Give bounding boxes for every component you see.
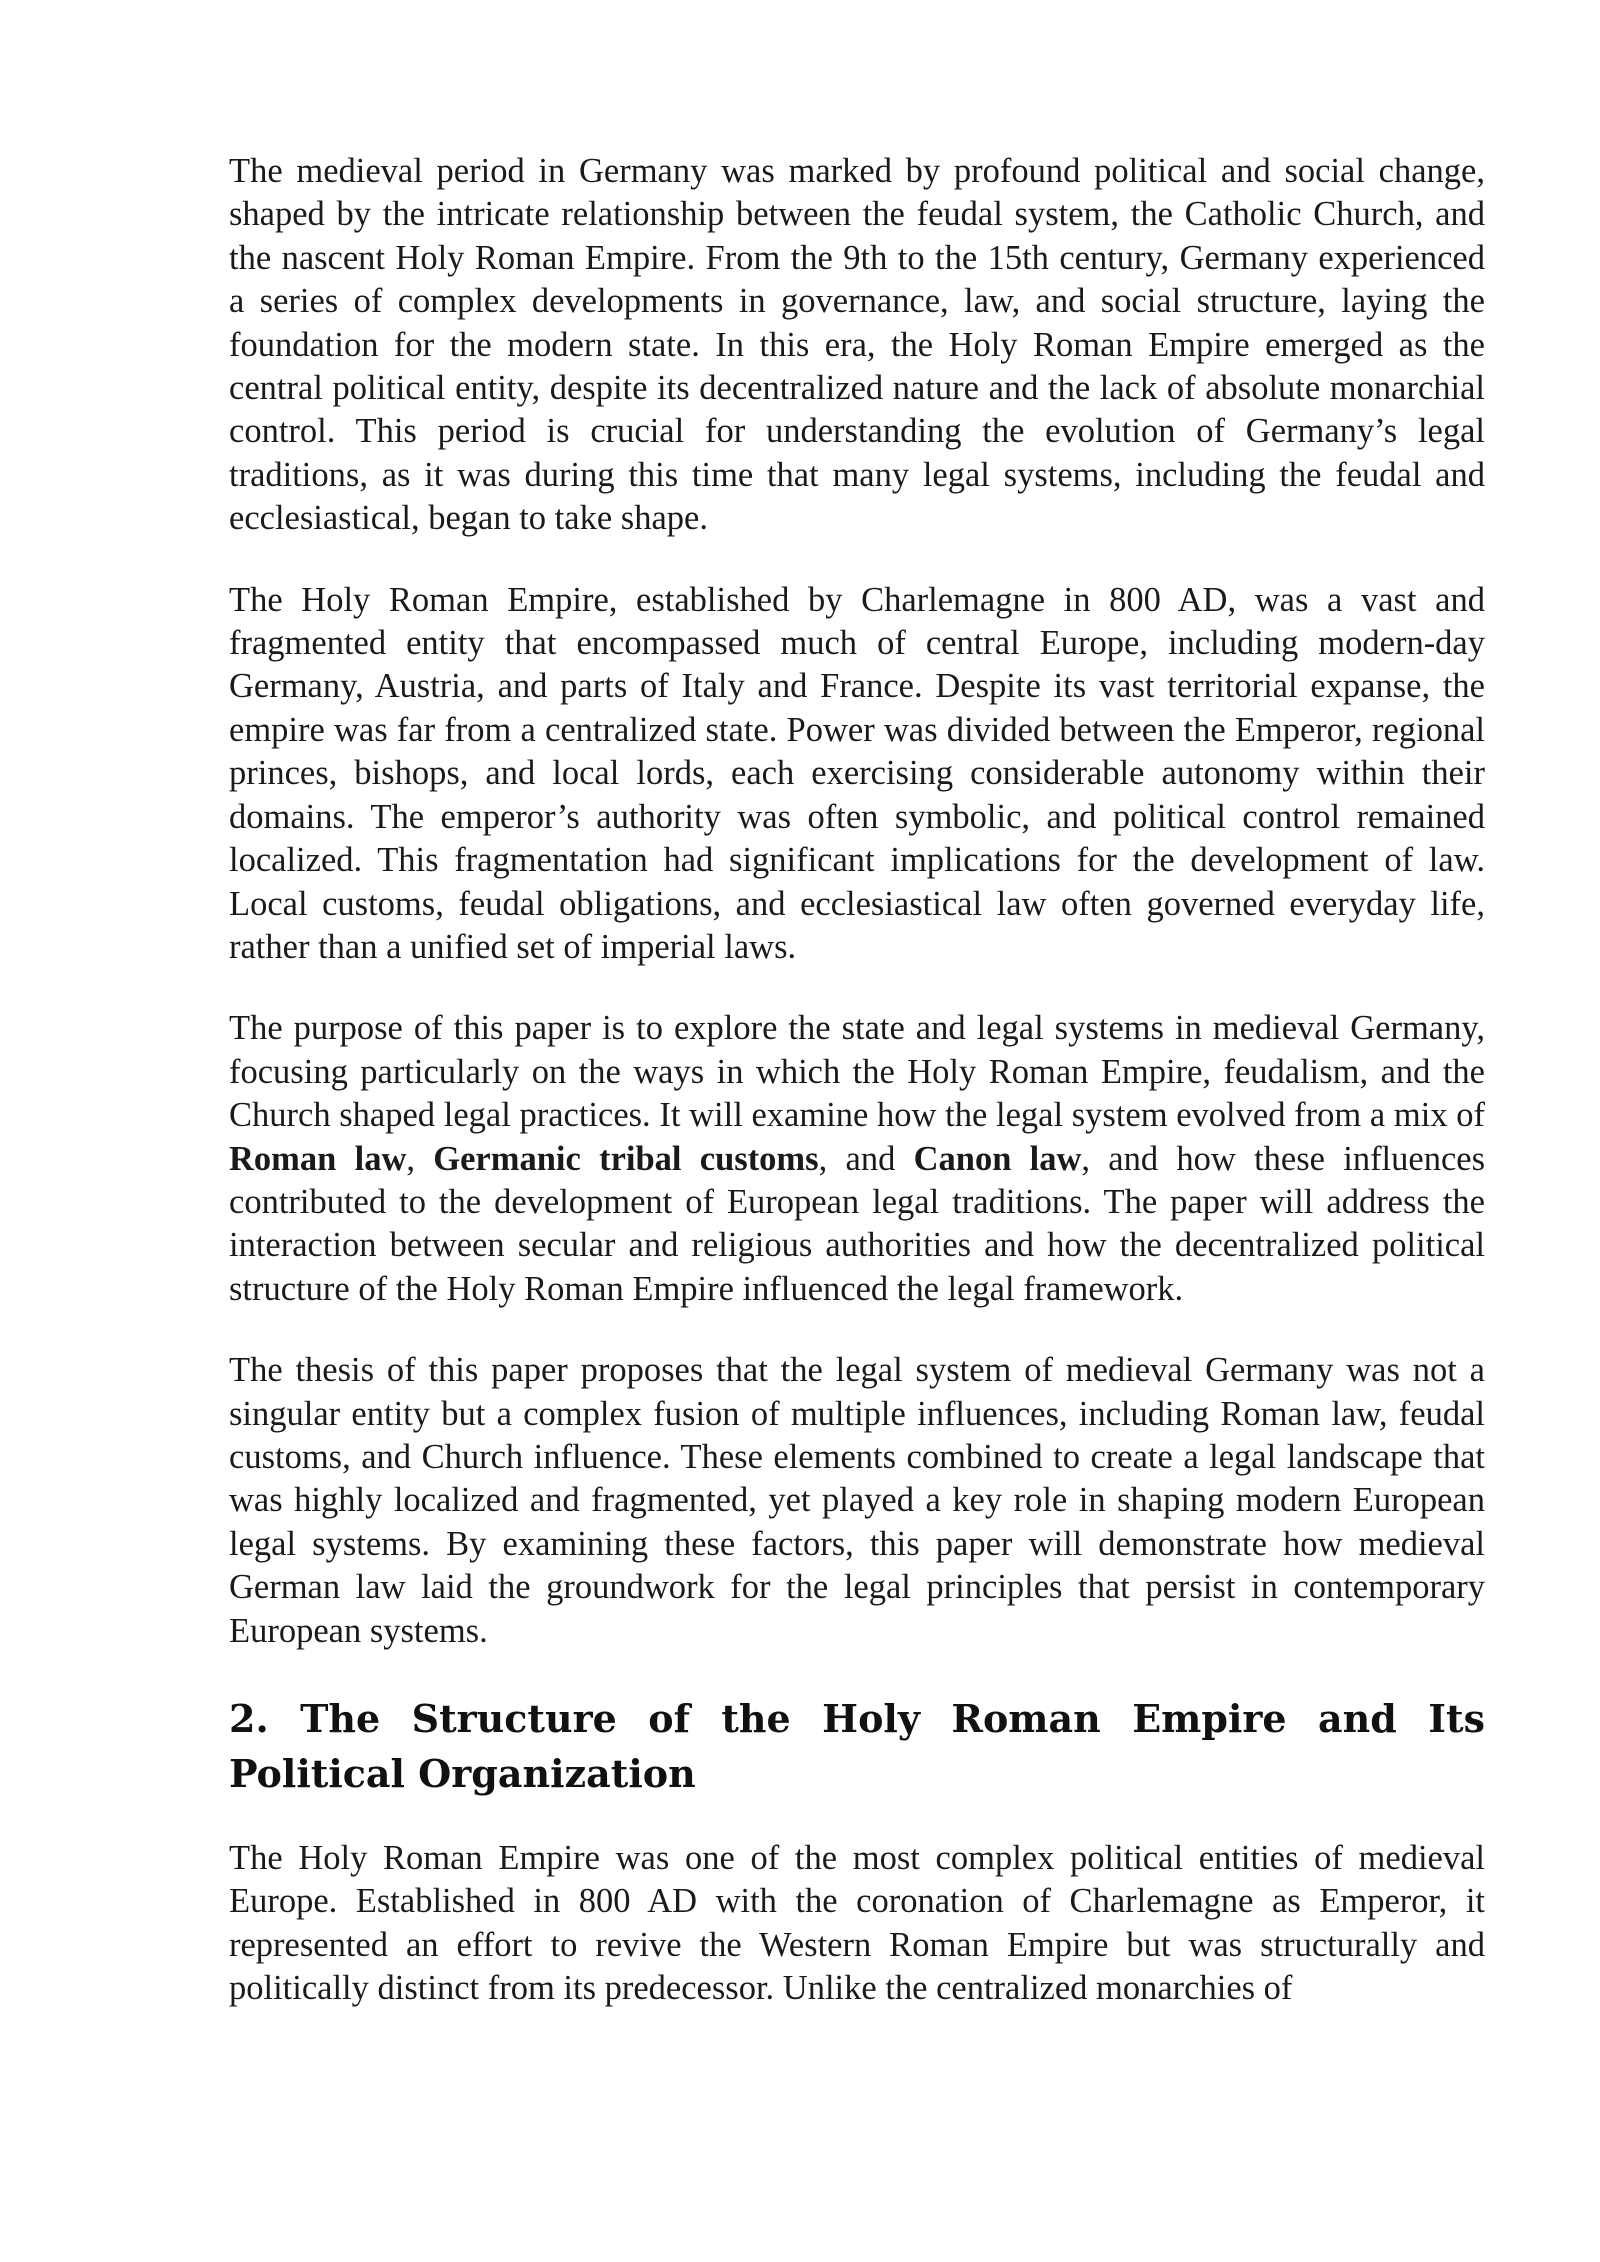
paragraph-thesis bbox=[229, 1349, 1485, 1653]
paragraph-text: The thesis of this paper proposes that the legal system of medieval Germany was not a singular entity but a complex fusion of multiple influences, including Roman law, feudal customs, and Church influence. These elements combined to create a legal landscape that was highly localized and fragmented, yet played a key role in shaping modern European legal systems. By examining these factors, this paper will demonstrate how medieval German law laid the groundwork for the legal principles that persist in contemporary European systems. bbox=[229, 1351, 1485, 1650]
paragraph-text: The Holy Roman Empire, established by Charlemagne in 800 AD, was a vast and fragmented entity that encompassed much of central Europe, including modern-day Germany, Austria, and parts of Italy and France. Despite its vast territorial expanse, the empire was far from a centralized state. Power was divided between the Emperor, regional princes, bishops, and local lords, each exercising considerable autonomy within their domains. The emperor’s authority was often symbolic, and political control remained localized. This fragmentation had significant implications for the development of law. Local customs, feudal obligations, and ecclesiastical law often governed everyday life, rather than a unified set of imperial laws. bbox=[229, 580, 1485, 966]
paragraph-intro bbox=[229, 150, 1485, 541]
bold-term-canon-law: Canon law bbox=[913, 1139, 1082, 1178]
paragraph-text: The purpose of this paper is to explore the state and legal systems in medieval Germany, focusing particularly on the ways in which the Holy Roman Empire, feudalism, and the Church shaped legal practices. It will examine how the legal system evolved from a mix of bbox=[229, 1009, 1485, 1135]
paragraph-text: The medieval period in Germany was marked by profound political and social change, shaped by the intricate relationship between the feudal system, the Catholic Church, and the nascent Holy Roman Empire. From the 9th to the 15th century, Germany experienced a series of complex developments in governance, law, and social structure, laying the foundation for the modern state. In this era, the Holy Roman Empire emerged as the central political entity, despite its decentralized nature and the lack of absolute monarchial control. This period is crucial for understanding the evolution of Germany’s legal traditions, as it was during this time that many legal systems, including the feudal and ecclesiastical, began to take shape. bbox=[229, 152, 1485, 538]
paragraph-text: , and bbox=[818, 1139, 914, 1178]
paragraph-holy-roman-empire bbox=[229, 579, 1485, 970]
paragraph-text: , bbox=[406, 1139, 434, 1178]
bold-term-germanic-tribal-customs: Germanic tribal customs bbox=[433, 1139, 819, 1178]
document-body bbox=[229, 150, 1485, 2049]
bold-term-roman-law: Roman law bbox=[229, 1139, 407, 1178]
paragraph-text: , and how these influences contributed to the development of European legal traditions. The paper will address the interaction between secular and religious authorities and how the decentralized political structure of the Holy Roman Empire influenced the legal framework. bbox=[229, 1139, 1486, 1308]
paragraph-purpose bbox=[229, 1007, 1485, 1311]
section-heading: 2. The Structure of the Holy Roman Empire and Its Political Organization bbox=[229, 1696, 1485, 1796]
paragraph-text: The Holy Roman Empire was one of the most complex political entities of medieval Europe. Established in 800 AD with the coronation of Charlemagne as Emperor, it represented an effort to revive the Western Roman Empire but was structurally and politically distinct from its predecessor. Unlike the centralized monarchies of bbox=[229, 1839, 1485, 2008]
paragraph-section-2 bbox=[229, 1837, 1485, 2011]
